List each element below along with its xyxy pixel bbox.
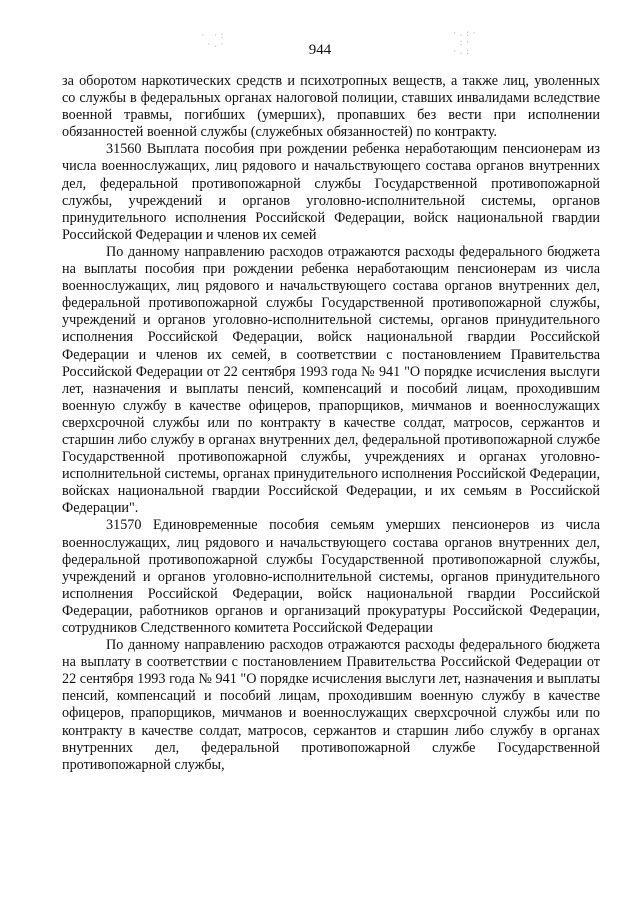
scan-artifact-right: ·.:· :· ·.:: [452, 29, 478, 57]
section-heading-31570: 31570 Единовременные пособия семьям умерших пенсионеров из числа военнослужащих, лиц рядового и начальствующего состава органов внутренних дел, федеральной противопожарной службы Государственной противопожарной службы, учреждений и органов уголовно-исполнительной системы, органов принудительного исполнения Российской Федерации, войск национальной гвардии Российской Федерации, работников органов и организаций прокуратуры Российской Федерации, сотрудников Следственного комитета Российской Федерации: [62, 517, 600, 636]
paragraph-continuation: за оборотом наркотических средств и психотропных веществ, а также лиц, уволенных со службы в федеральных органах налоговой полиции, ставших инвалидами вследствие военной травмы, погибших (умерших), пропавших без вести при исполнении обязанностей военной службы (служебных обязанностей) по контракту.: [62, 73, 600, 141]
paragraph-31560-description: По данному направлению расходов отражаются расходы федерального бюджета на выплаты пособия при рождении ребенка неработающим пенсионерам из числа военнослужащих, лиц рядового и начальствующего состава органов внутренних дел, федеральной противопожарной службы Государственной противопожарной службы, учреждений и органов уголовно-исполнительной системы, органов принудительного исполнения Российской Федерации, войск национальной гвардии Российской Федерации и членов их семей, в соответствии с постановлением Правительства Российской Федерации от 22 сентября 1993 года № 941 "О порядке исчисления выслуги лет, назначения и выплаты пенсий, компенсаций и пособий лицам, проходившим военную службу в качестве офицеров, прапорщиков, мичманов и военнослужащих сверхсрочной службы или по контракту в качестве солдат, матросов, сержантов и старшин либо службу в органах внутренних дел, федеральной противопожарной службе Государственной противопожарной службы, учреждениях и органах уголовно-исполнительной системы, органах принудительного исполнения Российской Федерации, войсках национальной гвардии Российской Федерации, и их семьям в Российской Федерации".: [62, 243, 601, 517]
section-heading-31560: 31560 Выплата пособия при рождении ребенка неработающим пенсионерам из числа военнослужащих, лиц рядового и начальствующего состава органов внутренних дел, федеральной противопожарной службы Государственной противопожарной службы, учреждений и органов уголовно-исполнительной системы, органов принудительного исполнения Российской Федерации, войск национальной гвардии Российской Федерации и членов их семей: [62, 141, 600, 243]
document-body: [62, 73, 600, 774]
paragraph-31570-description: По данному направлению расходов отражаются расходы федерального бюджета на выплату в соответствии с постановлением Правительства Российской Федерации от 22 сентября 1993 года № 941 "О порядке исчисления выслуги лет, назначения и выплаты пенсий, компенсаций и пособий лицам, проходившим военную службу в качестве офицеров, прапорщиков, мичманов и военнослужащих сверхсрочной службы или по контракту в качестве солдат, матросов, сержантов и старшин либо службу в органах внутренних дел, федеральной противопожарной службе Государственной противопожарной службы,: [62, 637, 600, 773]
scan-artifact-left: · ·: ·.·: [200, 31, 226, 50]
page-number: 944: [308, 42, 332, 58]
